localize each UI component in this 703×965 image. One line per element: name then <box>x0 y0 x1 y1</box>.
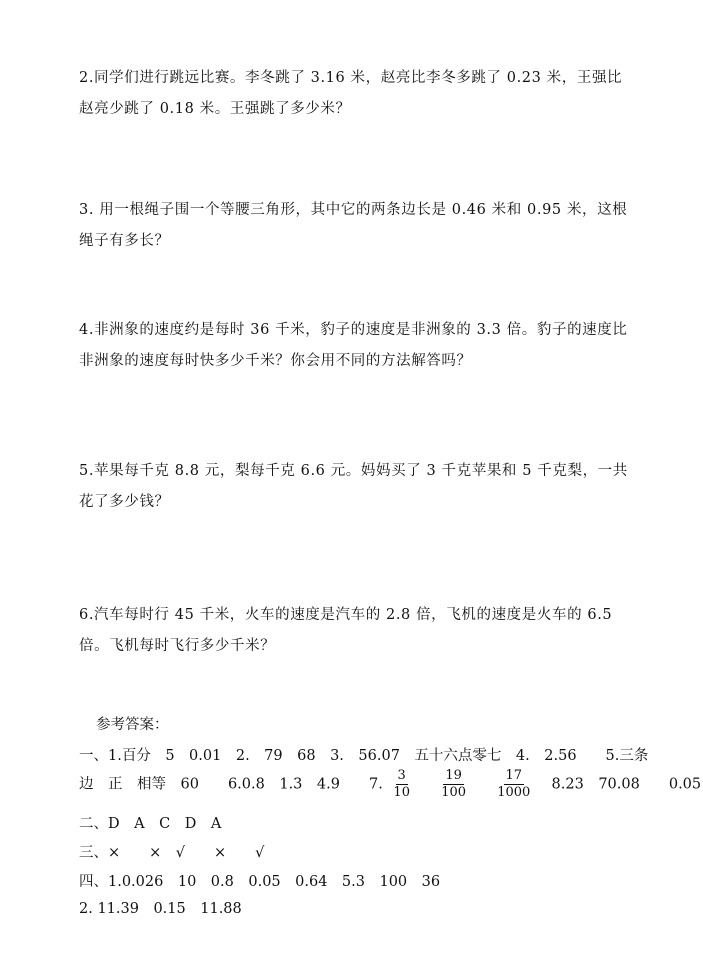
answers-line-3: 二、D A C D A <box>79 816 222 832</box>
answers-line-2 <box>79 768 701 801</box>
fraction-2 <box>439 768 468 801</box>
answers-line-4: 三、× × √ × √ <box>79 845 265 861</box>
fraction-2-numerator: 19 <box>445 768 462 783</box>
fraction-2-denominator: 100 <box>441 785 467 800</box>
fraction-1-denominator: 10 <box>393 785 410 800</box>
answers-line-5: 四、1.0.026 10 0.8 0.05 0.64 5.3 100 36 <box>79 874 441 890</box>
answers-line-2-prefix: 边 正 相等 60 6.0.8 1.3 4.9 7. <box>79 776 383 793</box>
answers-title: 参考答案： <box>96 717 169 733</box>
question-4: 4.非洲象的速度约是每时 36 千米，豹子的速度是非洲象的 3.3 倍。豹子的速度比非洲象的速度每时快多少千米？你会用不同的方法解答吗？ <box>79 322 628 369</box>
question-2: 2.同学们进行跳远比赛。李冬跳了 3.16 米，赵亮比李冬多跳了 0.23 米，王强比赵亮少跳了 0.18 米。王强跳了多少米？ <box>79 70 623 117</box>
fraction-1-numerator: 3 <box>397 768 406 783</box>
fraction-3-numerator: 17 <box>505 768 523 783</box>
answers-line-6: 2. 11.39 0.15 11.88 <box>79 901 242 917</box>
question-5: 5.苹果每千克 8.8 元，梨每千克 6.6 元。妈妈买了 3 千克苹果和 5 千克梨，一共花了多少钱？ <box>79 463 628 510</box>
answers-line-1: 一、1.百分 5 0.01 2. 79 68 3. 56.07 五十六点零七 4. 2.56 5.三条 <box>79 748 649 764</box>
question-6: 6.汽车每时行 45 千米，火车的速度是汽车的 2.8 倍，飞机的速度是火车的 6.5 倍。飞机每时飞行多少千米？ <box>79 607 613 654</box>
question-3: 3. 用一根绳子围一个等腰三角形，其中它的两条边长是 0.46 米和 0.95 米，这根绳子有多长？ <box>79 202 628 249</box>
fraction-3 <box>495 768 532 801</box>
fraction-1 <box>391 768 412 801</box>
fraction-3-denominator: 1000 <box>497 785 531 800</box>
answers-line-2-suffix: 8.23 70.08 0.05 <box>551 776 702 793</box>
